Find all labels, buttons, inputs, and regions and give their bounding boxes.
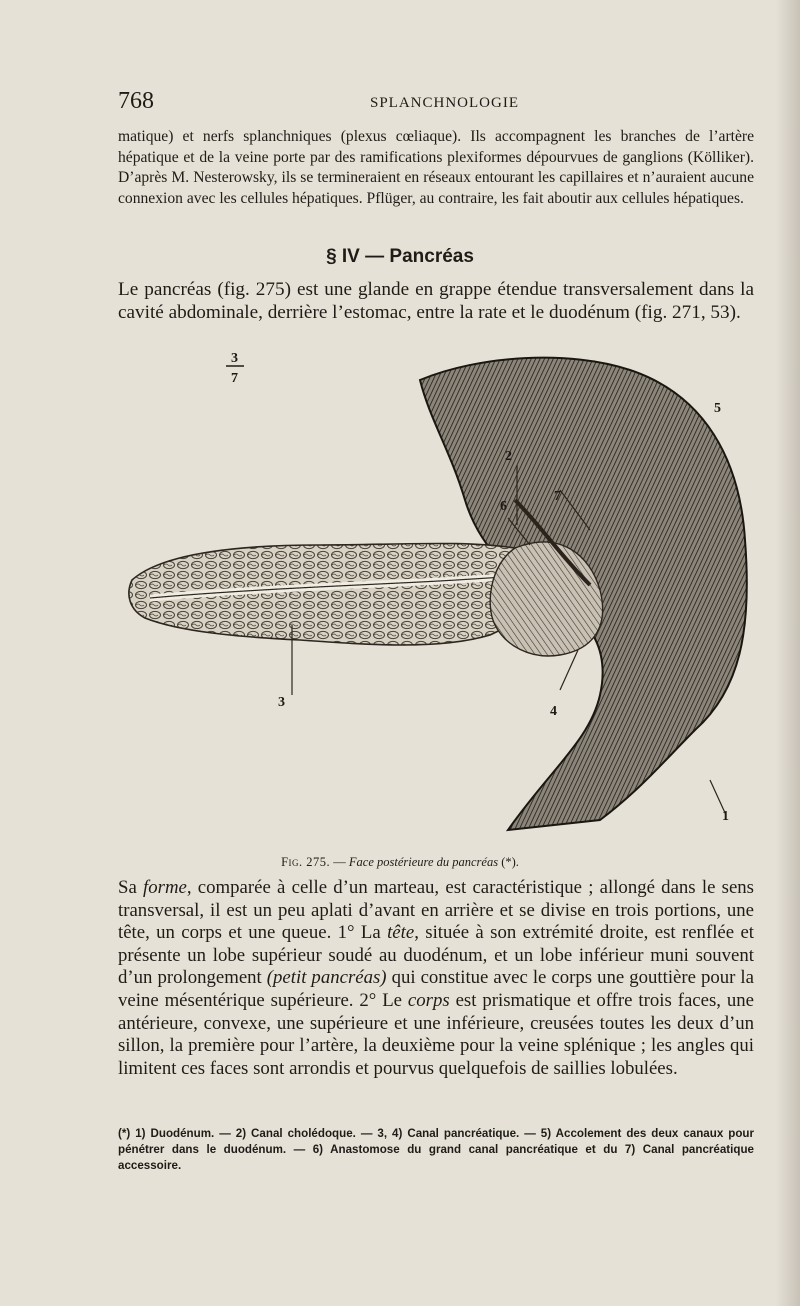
term-tete: tête [387,922,415,944]
label-3: 3 [231,351,238,366]
paragraph-nerves: matique) et nerfs splanchniques (plexus cœliaque). Ils accompagnent les branches de l’artère hépatique et de la veine porte par des ramifications plexiformes dépourvues de ganglions (Kölliker). D’après M. Nesterowsky, ils se termineraient en réseaux entourant les capillaires et n’auraient aucune connexion avec les cellules hépatiques. Pflüger, au contraire, les fait aboutir aux cellules hépatiques. [118,128,754,207]
section-title: § IV — Pancréas [326,246,474,267]
figure-caption: Fig. 275. — Face postérieure du pancréas (*). [281,855,519,869]
label-5: 5 [714,401,721,416]
label-6: 6 [500,499,507,514]
text-segment: qui constitue avec le corps une gouttière pour la veine mésentérique supérieure. 2° Le [118,967,754,1011]
page-number: 768 [118,88,154,114]
label-7-accessory: 7 [554,489,561,504]
paragraph-intro: Le pancréas (fig. 275) est une glande en grappe étendue transversalement dans la cavité abdominale, derrière l’estomac, entre la rate et le duodénum (fig. 271, 53). [118,279,754,323]
term-forme: forme [143,877,187,898]
label-2: 2 [505,449,512,464]
text-segment: , située à son extrémité droite, est renflée et présente un lobe supérieur soudé au duodénum, et un lobe inférieur muni souvent d’un prolongement [118,922,754,989]
figure-pancreas [120,350,760,850]
caption-title: Face postérieure du pancréas [348,855,499,869]
caption-footnote-mark: (*). [498,855,519,869]
term-corps: corps [407,989,450,1011]
pancreas-illustration [120,350,760,850]
text-segment: Sa [118,877,144,898]
label-3-lower: 3 [278,695,285,710]
label-7: 7 [231,371,238,386]
page-header [118,88,738,118]
label-1: 1 [722,809,729,824]
running-head: SPLANCHNOLOGIE [370,95,519,111]
page-edge-shadow [776,0,800,1306]
figure-footnote: (*) 1) Duodénum. — 2) Canal cholédoque. — 3, 4) Canal pancréatique. — 5) Accolement des deux canaux pour pénétrer dans le duodénum. — 6) Anastomose du grand canal pancréatique et du 7) Canal pancréatique accessoire. [118,1127,754,1172]
caption-figure-number: Fig. 275. [281,855,331,869]
term-petit-pancreas: (petit pancréas) [266,967,387,989]
text-segment: , comparée à celle d’un marteau, est caractéristique ; allongé dans le sens transversal, il est un peu aplati d’avant en arrière et se divise en trois portions, une tête, un corps et une queue. 1° La [118,877,754,944]
paragraph-form [118,877,754,1080]
label-4: 4 [550,704,557,719]
text-segment: est prismatique et offre trois faces, une antérieure, convexe, une supérieure et une inférieure, creusées toutes les deux d’un sillon, la première pour l’artère, la deuxième pour la veine splénique ; les angles qui limitent ces faces sont arrondis et pourvus quelquefois de saillies lobulées. [118,989,754,1079]
